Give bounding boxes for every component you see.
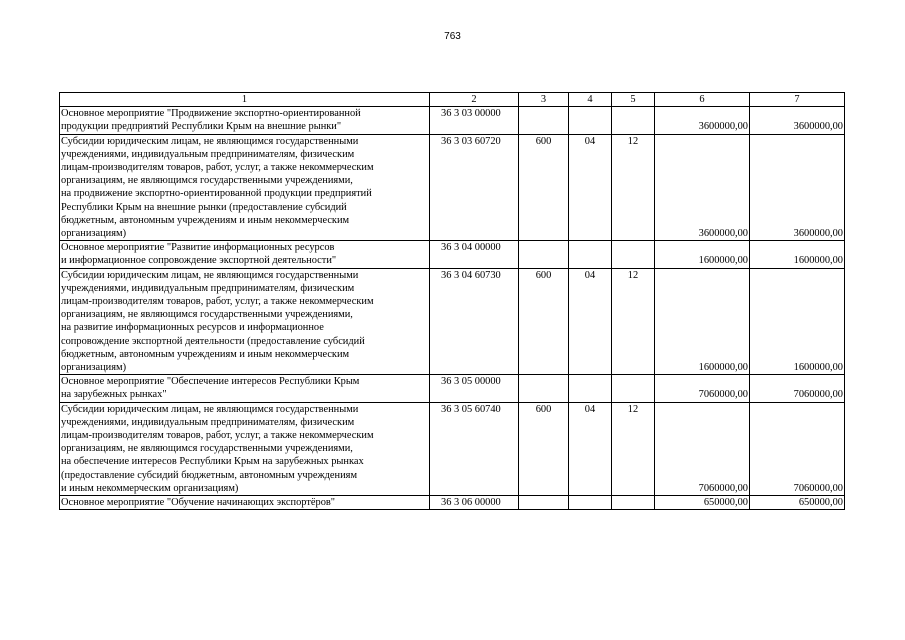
description-line: учреждениями, индивидуальным предпринимателям, физическим: [61, 148, 355, 160]
description-line: и информационное сопровождение экспортной деятельности": [61, 255, 337, 267]
description-line: организациям, не являющимся государственными учреждениями,: [61, 309, 353, 321]
amount-year-1: 650000,00: [655, 496, 750, 510]
budget-classification-code: 36 3 03 00000: [430, 107, 519, 134]
table-row: [60, 375, 845, 402]
description-line: и иным некоммерческим организациям): [61, 482, 239, 494]
description-line: на развитие информационных ресурсов и информационное: [61, 322, 324, 334]
section-code: [569, 375, 612, 402]
description-line: организациям): [61, 228, 127, 240]
column-header: 4: [569, 93, 612, 107]
table-header-row: [60, 93, 845, 107]
description-line: лицам-производителям товаров, работ, услуг, а также некоммерческим: [61, 296, 374, 308]
description-line: организациям, не являющимся государственными учреждениями,: [61, 175, 353, 187]
expense-type-code: [519, 375, 569, 402]
budget-classification-code: 36 3 04 60730: [430, 268, 519, 375]
description-line: Основное мероприятие "Обеспечение интересов Республики Крым: [61, 376, 360, 388]
description-line: Субсидии юридическим лицам, не являющимся государственными: [61, 135, 359, 147]
table-row: [60, 268, 845, 375]
expense-type-code: [519, 107, 569, 134]
amount-year-2: 1600000,00: [750, 268, 845, 375]
row-description: [60, 375, 430, 402]
column-header: 3: [519, 93, 569, 107]
section-code: 04: [569, 268, 612, 375]
amount-year-1: 3600000,00: [655, 107, 750, 134]
row-description: [60, 134, 430, 241]
amount-year-1: 1600000,00: [655, 268, 750, 375]
table-row: [60, 134, 845, 241]
amount-year-2: 650000,00: [750, 496, 845, 510]
amount-year-2: 1600000,00: [750, 241, 845, 268]
description-line: Субсидии юридическим лицам, не являющимся государственными: [61, 269, 359, 281]
amount-year-2: 7060000,00: [750, 402, 845, 495]
section-code: 04: [569, 134, 612, 241]
expense-type-code: 600: [519, 402, 569, 495]
expense-type-code: 600: [519, 268, 569, 375]
description-line: (предоставление субсидий бюджетным, автономным учреждениям: [61, 469, 358, 481]
section-code: [569, 107, 612, 134]
column-header: 6: [655, 93, 750, 107]
row-description: [60, 241, 430, 268]
amount-year-1: 1600000,00: [655, 241, 750, 268]
description-line: на зарубежных рынках": [61, 389, 167, 401]
description-line: на продвижение экспортно-ориентированной продукции предприятий: [61, 188, 372, 200]
row-description: [60, 402, 430, 495]
description-line: Основное мероприятие "Обучение начинающих экспортёров": [61, 497, 336, 509]
budget-classification-code: 36 3 06 00000: [430, 496, 519, 510]
description-line: сопровождение экспортной деятельности (предоставление субсидий: [61, 335, 365, 347]
description-line: лицам-производителям товаров, работ, услуг, а также некоммерческим: [61, 430, 374, 442]
section-code: [569, 496, 612, 510]
table-row: [60, 241, 845, 268]
section-code: 04: [569, 402, 612, 495]
table-row: [60, 107, 845, 134]
budget-classification-code: 36 3 03 60720: [430, 134, 519, 241]
amount-year-2: 3600000,00: [750, 134, 845, 241]
column-header: 2: [430, 93, 519, 107]
table-row: [60, 496, 845, 510]
table-row: [60, 402, 845, 495]
subsection-code: 12: [612, 402, 655, 495]
description-line: организациям): [61, 362, 127, 374]
subsection-code: 12: [612, 134, 655, 241]
subsection-code: [612, 241, 655, 268]
description-line: бюджетным, автономным учреждениям и иным некоммерческим: [61, 348, 350, 360]
description-line: учреждениями, индивидуальным предпринимателям, физическим: [61, 416, 355, 428]
description-line: бюджетным, автономным учреждениям и иным некоммерческим: [61, 214, 350, 226]
description-line: организациям, не являющимся государственными учреждениями,: [61, 443, 353, 455]
description-line: лицам-производителям товаров, работ, услуг, а также некоммерческим: [61, 162, 374, 174]
amount-year-2: 7060000,00: [750, 375, 845, 402]
budget-classification-code: 36 3 04 00000: [430, 241, 519, 268]
budget-table: [59, 92, 845, 510]
budget-classification-code: 36 3 05 00000: [430, 375, 519, 402]
description-line: учреждениями, индивидуальным предпринимателям, физическим: [61, 282, 355, 294]
expense-type-code: 600: [519, 134, 569, 241]
subsection-code: [612, 375, 655, 402]
row-description: [60, 496, 430, 510]
row-description: [60, 107, 430, 134]
description-line: Республики Крым на внешние рынки (предоставление субсидий: [61, 201, 347, 213]
budget-classification-code: 36 3 05 60740: [430, 402, 519, 495]
expense-type-code: [519, 241, 569, 268]
subsection-code: 12: [612, 268, 655, 375]
amount-year-2: 3600000,00: [750, 107, 845, 134]
description-line: продукции предприятий Республики Крым на внешние рынки": [61, 121, 342, 133]
description-line: Основное мероприятие "Развитие информационных ресурсов: [61, 242, 335, 254]
description-line: Субсидии юридическим лицам, не являющимся государственными: [61, 403, 359, 415]
section-code: [569, 241, 612, 268]
amount-year-1: 7060000,00: [655, 402, 750, 495]
page-number: 763: [444, 31, 461, 42]
expense-type-code: [519, 496, 569, 510]
column-header: 1: [60, 93, 430, 107]
amount-year-1: 7060000,00: [655, 375, 750, 402]
subsection-code: [612, 107, 655, 134]
row-description: [60, 268, 430, 375]
description-line: на обеспечение интересов Республики Крым на зарубежных рынках: [61, 456, 364, 468]
column-header: 7: [750, 93, 845, 107]
amount-year-1: 3600000,00: [655, 134, 750, 241]
subsection-code: [612, 496, 655, 510]
column-header: 5: [612, 93, 655, 107]
description-line: Основное мероприятие "Продвижение экспортно-ориентированной: [61, 108, 361, 120]
